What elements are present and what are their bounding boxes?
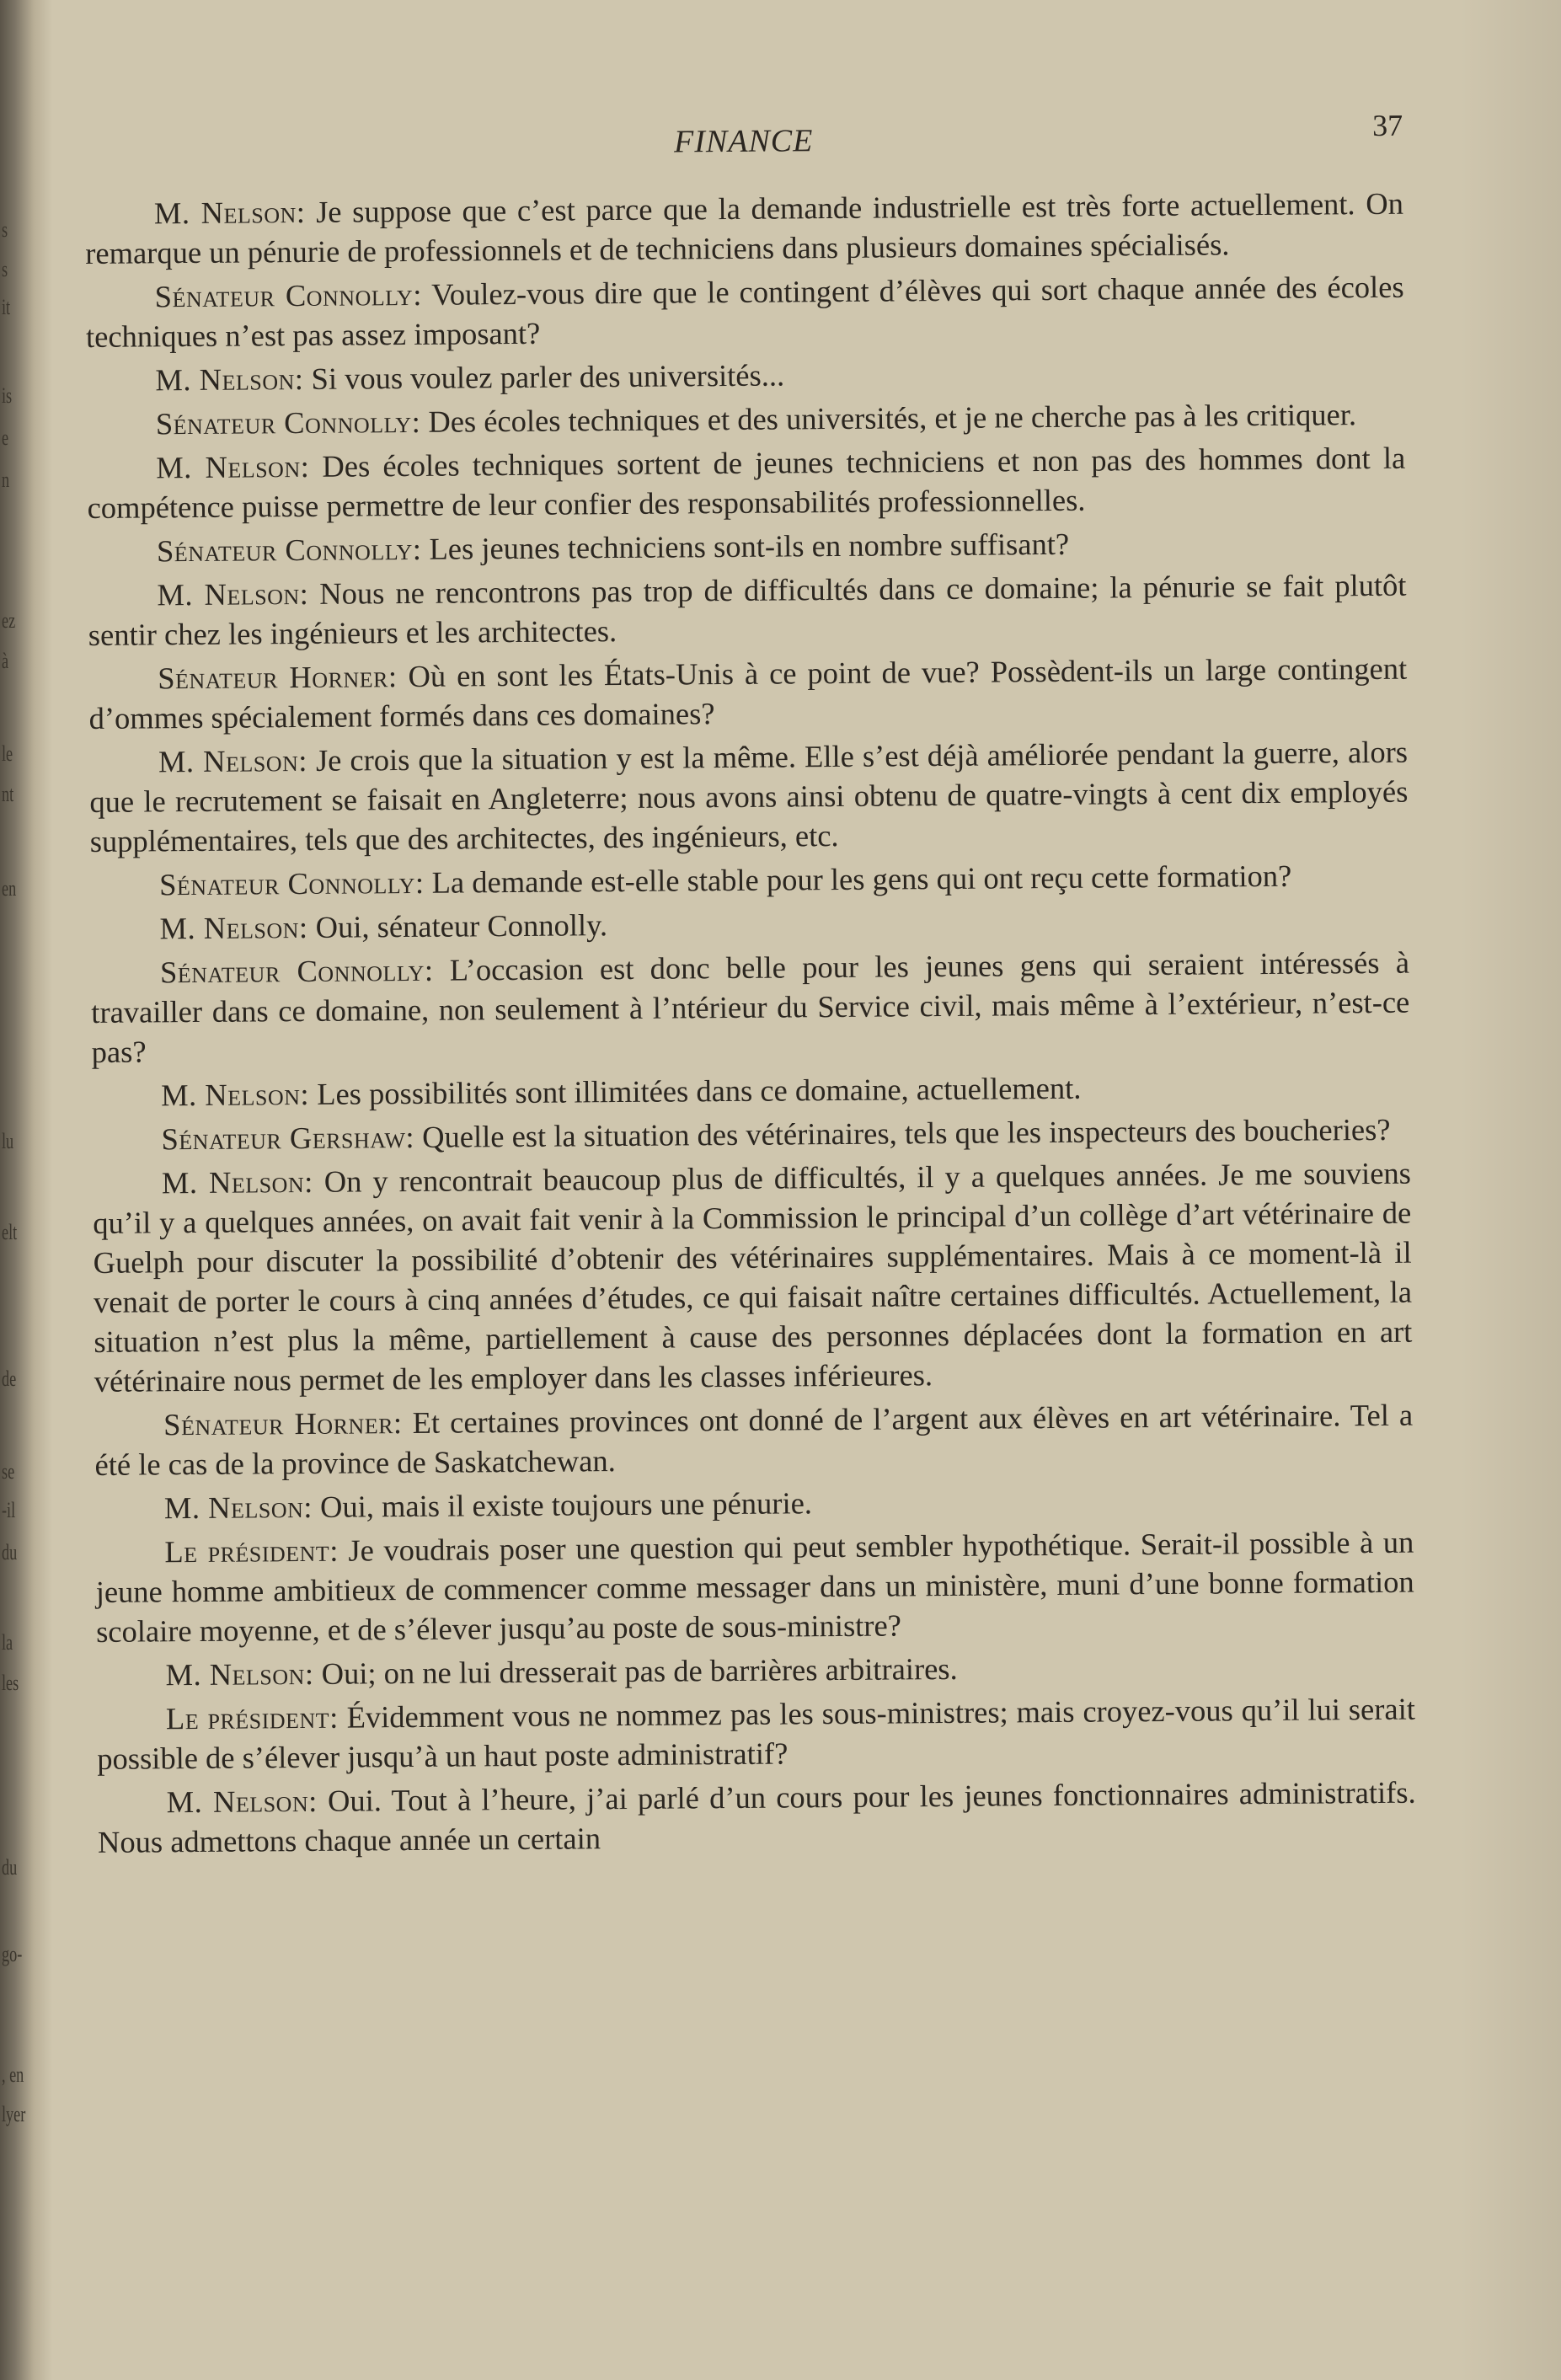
transcript-paragraph [94,1395,1414,1484]
margin-fragment: le [2,741,13,766]
transcript-paragraph [93,1153,1413,1401]
transcript-paragraph [98,1773,1417,1862]
speaker-name: Sénateur Horner: [163,1405,403,1442]
transcript-paragraph [88,649,1408,738]
transcript-paragraph [86,350,1404,400]
page-edge-shadow [1460,0,1561,2380]
margin-fragment: la [2,1630,13,1655]
margin-fragment: ez [2,608,16,633]
speaker-name: Sénateur Connolly: [158,864,425,902]
margin-fragment: à [2,649,9,673]
margin-fragment: du [2,1855,18,1880]
speech-text: Je suppose que c’est parce que la demande industrielle est très forte actuellement. On remarque un pénurie de professionnels et de techniciens dans plusieurs domaines spécialisés. [85,185,1404,270]
transcript-paragraph [85,184,1404,273]
transcript-paragraph [90,899,1409,949]
transcript-paragraph [88,521,1406,571]
speaker-name: M. Nelson: [157,575,309,612]
speech-text: Oui. Tout à l’heure, j’ai parlé d’un cours pour les jeunes fonctionnaires administratifs. Nous admettons chaque année un certain [97,1774,1416,1859]
speech-text: Oui, sénateur Connolly. [307,907,608,944]
margin-fragment: is [2,383,13,408]
margin-fragment: lu [2,1129,14,1153]
speaker-name: M. Nelson: [163,1489,313,1526]
transcript-paragraph [97,1689,1416,1778]
margin-fragment: en [2,876,17,901]
transcript-paragraph [91,943,1410,1072]
speech-text: Nous ne rencontrons pas trop de difficultés dans ce domaine; la pénurie se fait plutôt sentir chez les ingénieurs et les architectes. [88,567,1407,652]
transcript-paragraph [95,1479,1414,1528]
speech-text: Des écoles techniques sortent de jeunes techniciens et non pas des hommes dont la compétence puisse permettre de leur confier des responsabilités professionnelles. [87,440,1406,525]
speaker-name: Sénateur Connolly: [159,952,434,990]
speaker-name: Sénateur Gershaw: [161,1119,415,1157]
margin-fragment: nt [2,782,14,806]
speaker-name: M. Nelson: [153,194,306,231]
speech-text: Voulez-vous dire que le contingent d’élèves qui sort chaque année des écoles techniques n’est pas assez imposant? [85,269,1404,354]
transcript-paragraph [87,394,1405,444]
speaker-name: M. Nelson: [166,1783,318,1820]
speaker-name: M. Nelson: [161,1163,313,1201]
speaker-name: Sénateur Connolly: [156,531,422,569]
margin-fragment: s [2,217,8,242]
transcript-paragraph [92,1066,1410,1115]
transcript-paragraph [90,855,1409,905]
margin-fragment: e [2,425,9,450]
speech-text: Les possibilités sont illimitées dans ce domaine, actuellement. [308,1070,1082,1111]
margin-fragment: de [2,1366,17,1391]
speech-text: Où en sont les États-Unis à ce point de vue? Possèdent-ils un large contingent d’ommes spécialement formés dans ces domaines? [88,650,1408,735]
transcript-paragraph [95,1522,1414,1651]
speaker-name: Le président: [165,1699,339,1736]
transcript-paragraph [96,1645,1414,1695]
speaker-name: M. Nelson: [158,742,308,779]
speech-text: Les jeunes techniciens sont-ils en nombre suffisant? [421,526,1070,566]
speech-text: Je crois que la situation y est la même. Elle s’est déjà améliorée pendant la guerre, alors que le recrutement se faisait en Angleterre; nous avons ainsi obtenu de quatre-vingts à cent dix employés supplémentaires, tels que des architectes, des ingénieurs, etc. [89,734,1409,858]
margin-fragment: , en [2,2062,24,2087]
speech-text: L’occasion est donc belle pour les jeunes gens qui seraient intéressés à travailler dans ce domaine, non seulement à l’ntérieur du Service civil, mais même à l’extérieur, n’est-ce pas? [91,944,1410,1069]
speech-text: Oui; on ne lui dresserait pas de barrières arbitraires. [313,1650,958,1691]
page-number: 37 [1371,108,1403,142]
margin-fragment: les [2,1671,19,1695]
transcript-paragraph [92,1110,1410,1159]
speech-text: Oui, mais il existe toujours une pénurie. [312,1485,813,1524]
speaker-name: Sénateur Connolly: [154,276,423,314]
speech-text: Quelle est la situation des vétérinaires, tels que les inspecteurs des boucheries? [414,1111,1391,1154]
margin-fragment: go- [2,1942,23,1966]
speaker-name: Sénateur Horner: [158,659,398,696]
speaker-name: M. Nelson: [156,448,310,485]
margin-fragment: s [2,257,8,281]
transcript-paragraph [85,267,1404,356]
transcript-body [85,184,1417,1862]
margin-fragment: elt [2,1220,18,1244]
transcript-paragraph [87,438,1406,527]
page-header [84,108,1403,194]
margin-fragment: se [2,1459,15,1484]
book-page [84,108,1416,1866]
margin-fragment: lyer [2,2102,26,2126]
speech-text: La demande est-elle stable pour les gens qui ont reçu cette formation? [424,858,1292,900]
transcript-paragraph [88,565,1407,655]
margin-fragment: -il [2,1498,16,1522]
speech-text: Évidemment vous ne nommez pas les sous-ministres; mais croyez-vous qu’il lui serait possible de s’élever jusqu’à un haut poste administratif? [97,1691,1416,1776]
adjacent-page-margin [0,0,51,2380]
transcript-paragraph [89,732,1409,861]
running-head: FINANCE [673,123,814,160]
speaker-name: M. Nelson: [160,1076,310,1113]
speech-text: On y rencontrait beaucoup plus de difficultés, il y a quelques années. Je me souviens qu’il y a quelques années, on avait fait venir à la Commission le principal d’un collège d’art vétérinaire de Guelph pour discuter la possibilité d’obtenir des vétérinaires supplémentaires. Mais à ce moment-là il venait de porter le cours à cinq années d’études, ce qui faisait naître certaines difficultés. Actuellement, la situation n’est plus la même, partiellement à cause des personnes déplacées dont la formation en art vétérinaire nous permet de les employer dans les classes inférieures. [93,1155,1413,1399]
speaker-name: Sénateur Connolly: [155,404,421,441]
speech-text: Et certaines provinces ont donné de l’argent aux élèves en art vétérinaire. Tel a été le cas de la province de Saskatchewan. [94,1397,1414,1482]
speech-text: Si vous voulez parler des universités... [303,357,785,396]
margin-fragment: n [2,468,10,492]
margin-fragment: du [2,1540,18,1564]
speaker-name: M. Nelson: [165,1655,314,1693]
speech-text: Je voudrais poser une question qui peut sembler hypothétique. Serait-il possible à un jeune homme ambitieux de commencer comme messager dans un ministère, muni d’une bonne formation scolaire moyenne, et de s’élever jusqu’au poste de sous-ministre? [95,1524,1414,1649]
speaker-name: Le président: [164,1532,339,1570]
margin-fragment: it [2,295,11,319]
speech-text: Des écoles techniques et des universités, et je ne cherche pas à les critiquer. [420,397,1357,439]
speaker-name: M. Nelson: [155,361,304,398]
speaker-name: M. Nelson: [159,909,308,946]
